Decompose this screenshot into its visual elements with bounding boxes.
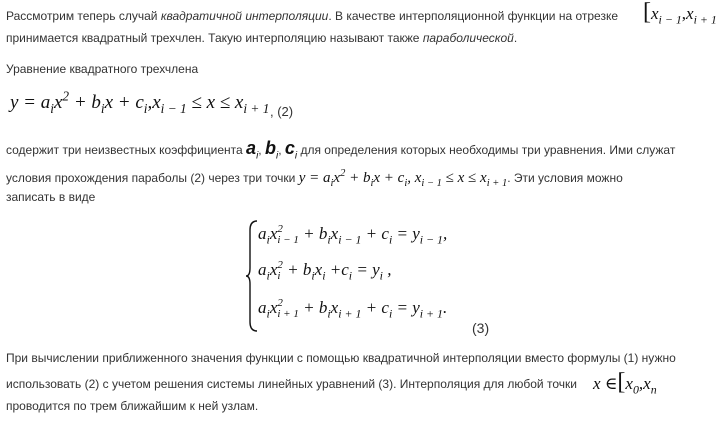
r1-x-power: 2 bbox=[277, 223, 283, 236]
coef-b bbox=[264, 138, 279, 162]
nodes-text: проводится по трем ближайшим к ней узлам. bbox=[6, 399, 259, 413]
r3-a-sub: i bbox=[266, 306, 270, 321]
paragraph-write-as bbox=[6, 189, 95, 205]
r1-x-scripts bbox=[277, 224, 298, 246]
system-label-text: (3) bbox=[472, 320, 490, 336]
coef-b-letter: b bbox=[264, 138, 276, 158]
eq2-lhs: y = a bbox=[10, 92, 51, 113]
eq2-b: + b bbox=[69, 92, 101, 113]
r2-x: x bbox=[269, 260, 278, 279]
quadratic-text: принимается квадратный трехчлен. Такую интерполяцию называют также bbox=[6, 31, 423, 45]
system-brace bbox=[246, 220, 258, 332]
r3-b: + b bbox=[298, 298, 328, 317]
eq2-label-text: , (2) bbox=[270, 104, 294, 119]
r3-c: + c bbox=[361, 298, 389, 317]
eq2-b-sub: i bbox=[100, 100, 105, 116]
r3-c-sub: i bbox=[388, 306, 393, 321]
inline-m6-sub: i + 1 bbox=[486, 178, 508, 189]
r1-y-sub: i − 1 bbox=[419, 232, 443, 247]
paragraph-conditions bbox=[6, 168, 623, 189]
r1-x-sub: i − 1 bbox=[277, 234, 299, 247]
system-row-1 bbox=[258, 224, 447, 246]
coef-sep1: , bbox=[258, 143, 265, 157]
intro-text: Рассмотрим теперь случай bbox=[6, 9, 161, 23]
point-xn-sub: n bbox=[650, 382, 657, 397]
inline-parabola-formula bbox=[298, 168, 508, 189]
equation-intro-text: Уравнение квадратного трехчлена bbox=[6, 62, 199, 76]
r2-b-sub: i bbox=[311, 268, 315, 283]
paragraph-intro bbox=[6, 8, 618, 24]
r1-b: + b bbox=[298, 224, 328, 243]
paragraph-use bbox=[6, 376, 577, 392]
r2-a-sub: i bbox=[266, 268, 270, 283]
intro-text-cont: . В качестве интерполяционной функции на отрезке bbox=[328, 9, 619, 23]
r2-b: + b bbox=[282, 260, 312, 279]
r2-x-sub: i bbox=[277, 270, 281, 283]
paragraph-approximation bbox=[6, 350, 676, 366]
inline-m4-sub: i bbox=[404, 178, 408, 189]
inline-m5: , x bbox=[407, 170, 422, 186]
r1-x2: x bbox=[330, 224, 339, 243]
r2-eq: = y bbox=[352, 260, 380, 279]
r2-x2-sub: i bbox=[322, 268, 326, 283]
eq2-c-sub: i bbox=[143, 100, 148, 116]
interval-comma: , bbox=[681, 4, 687, 23]
interval-x1: x bbox=[651, 4, 659, 23]
paragraph-equation-intro bbox=[6, 61, 198, 77]
coef-c-sub: i bbox=[294, 150, 298, 162]
r3-x2-sub: i + 1 bbox=[338, 306, 362, 321]
coefficients-text: содержит три неизвестных коэффициента bbox=[6, 143, 247, 157]
conditions-text: условия прохождения параболы (2) через три точки bbox=[6, 171, 299, 185]
point-bracket: [ bbox=[617, 369, 626, 395]
r1-a-sub: i bbox=[266, 232, 270, 247]
point-formula bbox=[593, 369, 657, 397]
inline-m4: x + c bbox=[373, 170, 405, 186]
write-as-text: записать в виде bbox=[6, 190, 96, 204]
r3-end: . bbox=[443, 298, 448, 317]
inline-m1-sub: i bbox=[330, 178, 334, 189]
interval-sub1: i − 1 bbox=[658, 12, 682, 27]
inline-m5-sub: i − 1 bbox=[421, 178, 442, 189]
point-xn: ,x bbox=[638, 374, 651, 393]
r3-y-sub: i + 1 bbox=[419, 306, 443, 321]
r3-x-scripts bbox=[277, 298, 298, 320]
r2-a: a bbox=[258, 260, 267, 279]
interval-sub2: i + 1 bbox=[693, 12, 717, 27]
eq2-xi: ,x bbox=[147, 92, 161, 113]
r2-y-sub: i bbox=[379, 268, 383, 283]
eq2-ineq-sub: i + 1 bbox=[243, 100, 270, 116]
approximation-text: При вычислении приближенного значения функции с помощью квадратичной интерполяции вместо формулы (1) нужно bbox=[6, 351, 676, 365]
term-quadratic-interpolation: квадратичной интерполяции bbox=[160, 9, 329, 23]
coef-a bbox=[246, 138, 259, 162]
equation-2 bbox=[10, 88, 270, 116]
eq2-lhs-sub: i bbox=[50, 100, 54, 116]
r1-eq: = y bbox=[392, 224, 420, 243]
r1-x: x bbox=[269, 224, 278, 243]
system-row-3 bbox=[258, 298, 447, 320]
r2-c-sub: i bbox=[348, 268, 353, 283]
use-text: использовать (2) с учетом решения системы линейных уравнений (3). Интерполяция для любой точки bbox=[6, 377, 577, 391]
paragraph-nodes bbox=[6, 398, 258, 414]
r3-x2: x bbox=[330, 298, 339, 317]
equation-2-label bbox=[270, 104, 293, 119]
r2-x2: x bbox=[314, 260, 323, 279]
r3-b-sub: i bbox=[327, 306, 331, 321]
interval-bracket: [ bbox=[643, 0, 651, 25]
inline-m2: x bbox=[333, 170, 341, 186]
r2-x-power: 2 bbox=[277, 259, 283, 272]
interval-x2: x bbox=[686, 4, 694, 23]
r3-x-power: 2 bbox=[277, 297, 283, 310]
inline-m6: ≤ x ≤ x bbox=[441, 170, 487, 186]
r3-a: a bbox=[258, 298, 267, 317]
quadratic-end: . bbox=[513, 31, 518, 45]
coef-c-letter: c bbox=[284, 138, 295, 158]
coef-c bbox=[284, 138, 298, 162]
r2-end: , bbox=[382, 260, 392, 279]
r1-c: + c bbox=[361, 224, 389, 243]
inline-m3-sub: i bbox=[370, 178, 374, 189]
r1-b-sub: i bbox=[327, 232, 331, 247]
eq2-xi-sub: i − 1 bbox=[160, 100, 187, 116]
eq2-x: x bbox=[53, 92, 63, 113]
conditions-text-cont: . Эти условия можно bbox=[507, 171, 623, 185]
eq2-ineq: ≤ x ≤ x bbox=[186, 92, 244, 113]
coef-a-sub: i bbox=[256, 150, 259, 162]
inline-m2-power: 2 bbox=[340, 168, 346, 179]
r3-x: x bbox=[269, 298, 278, 317]
r1-end: , bbox=[443, 224, 448, 243]
coef-sep2: , bbox=[278, 143, 285, 157]
point-x-in: x ∈ bbox=[593, 374, 618, 393]
system-label bbox=[472, 320, 489, 336]
term-parabolic: параболической bbox=[422, 31, 514, 45]
r1-a: a bbox=[258, 224, 267, 243]
r1-c-sub: i bbox=[388, 232, 393, 247]
eq2-power: 2 bbox=[62, 88, 70, 104]
paragraph-quadratic bbox=[6, 30, 517, 46]
coef-b-sub: i bbox=[275, 150, 279, 162]
eq2-c: x + c bbox=[104, 92, 144, 113]
inline-m1: y = a bbox=[298, 170, 331, 186]
coef-a-letter: a bbox=[246, 138, 257, 158]
r2-c: +c bbox=[325, 260, 349, 279]
interval-formula bbox=[643, 0, 717, 27]
r1-x2-sub: i − 1 bbox=[338, 232, 362, 247]
r3-eq: = y bbox=[392, 298, 420, 317]
coefficients-text-cont: для определения которых необходимы три уравнения. Ими служат bbox=[297, 143, 676, 157]
inline-m3: + b bbox=[345, 170, 371, 186]
paragraph-coefficients bbox=[6, 138, 676, 162]
point-x0-sub: 0 bbox=[632, 382, 639, 397]
point-x0: x bbox=[625, 374, 633, 393]
r3-x-sub: i + 1 bbox=[277, 308, 299, 321]
system-row-2 bbox=[258, 260, 391, 282]
